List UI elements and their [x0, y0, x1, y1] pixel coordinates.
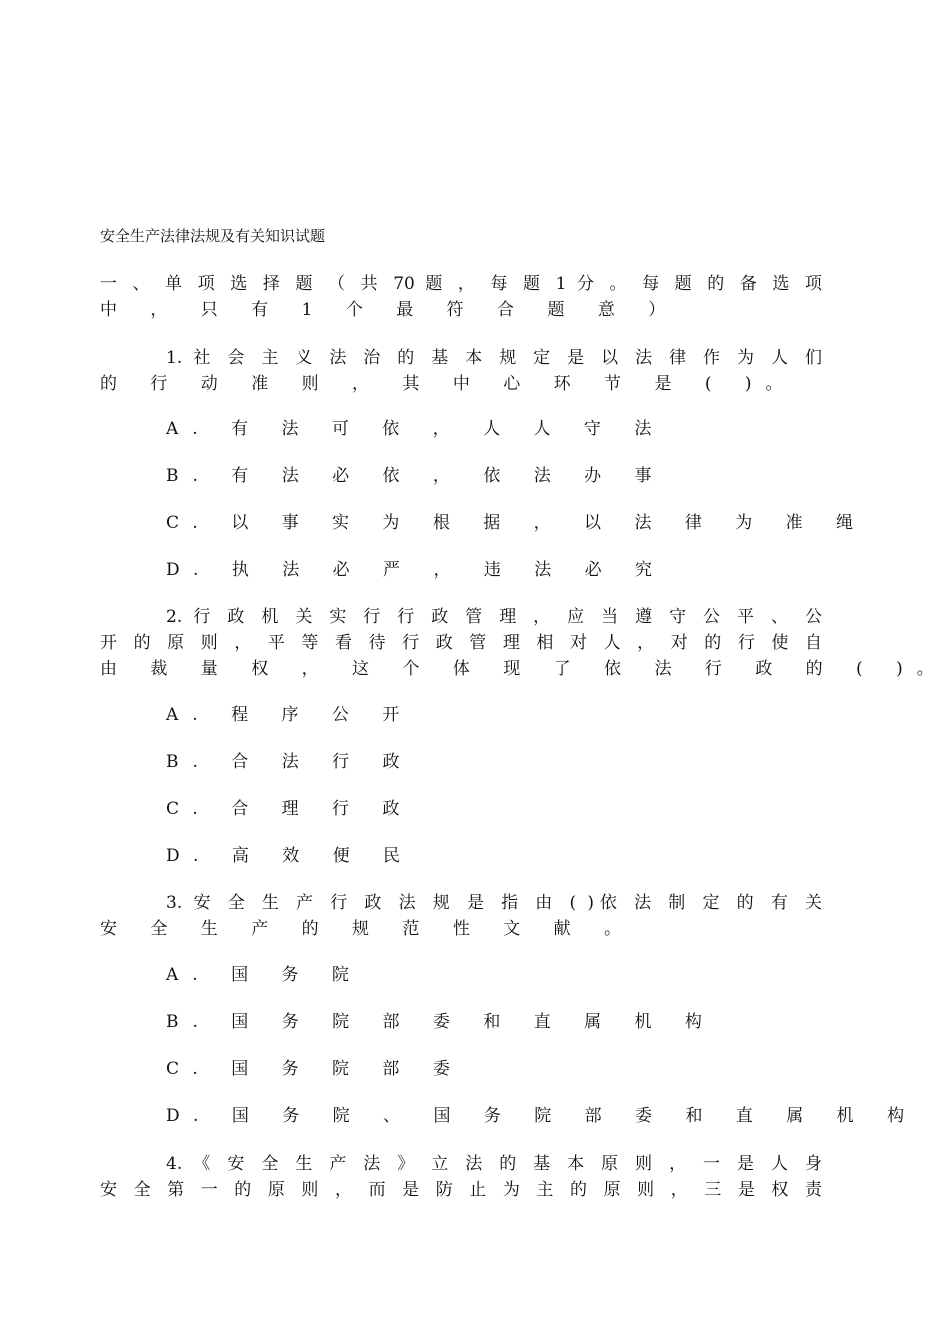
question-2-stem: [100, 604, 948, 682]
question-1-stem: [100, 345, 822, 397]
question-1-option-d: D. 执 法 必 严 ， 违 法 必 究: [166, 560, 667, 580]
question-3-option-c: C. 国 务 院 部 委: [166, 1059, 464, 1079]
question-stem-line: 3. 安 全 生 产 行 政 法 规 是 指 由 ( )依 法 制 定 的 有 关: [166, 893, 822, 913]
document-page: [100, 0, 948, 1344]
question-3-option-a: A. 国 务 院: [166, 965, 363, 985]
question-2-option-c: C. 合 理 行 政: [166, 799, 414, 819]
question-2-option-d: D. 高 效 便 民: [166, 846, 415, 866]
question-1-option-a: A. 有 法 可 依 ， 人 人 守 法: [166, 419, 666, 439]
question-stem-line: 安 全 生 产 的 规 范 性 文 献 。: [100, 919, 636, 939]
question-1-option-c: C. 以 事 实 为 根 据 ， 以 法 律 为 准 绳: [166, 513, 868, 533]
question-stem-line: 由 裁 量 权 ， 这 个 体 现 了 依 法 行 政 的 ( )。: [100, 659, 948, 679]
question-3-option-d: D. 国 务 院 、 国 务 院 部 委 和 直 属 机 构: [166, 1106, 919, 1126]
question-4-stem: [100, 1151, 822, 1203]
section-heading-line-2: 中 ， 只 有 1 个 最 符 合 题 意 ）: [100, 300, 680, 320]
section-heading-line-1: 一 、 单 项 选 择 题 （ 共 70 题 ， 每 题 1 分 。 每 题 的 备 选 项: [100, 274, 822, 294]
question-stem-line: 1. 社 会 主 义 法 治 的 基 本 规 定 是 以 法 律 作 为 人 们: [166, 348, 822, 368]
question-3-option-b: B. 国 务 院 部 委 和 直 属 机 构: [166, 1012, 716, 1032]
question-stem-line: 2. 行 政 机 关 实 行 行 政 管 理 ， 应 当 遵 守 公 平 、 公: [166, 607, 822, 627]
question-2-option-b: B. 合 法 行 政: [166, 752, 414, 772]
question-stem-line: 开 的 原 则 ， 平 等 看 待 行 政 管 理 相 对 人 ， 对 的 行 使 自: [100, 633, 822, 653]
question-stem-line: 安 全 第 一 的 原 则 ， 而 是 防 止 为 主 的 原 则 ， 三 是 权 责: [100, 1180, 822, 1200]
question-stem-line: 的 行 动 准 则 ， 其 中 心 环 节 是 ( )。: [100, 374, 797, 394]
document-title: 安全生产法律法规及有关知识试题: [100, 227, 326, 245]
question-2-option-a: A. 程 序 公 开: [166, 705, 414, 725]
question-3-stem: [100, 890, 822, 942]
question-1-option-b: B. 有 法 必 依 ， 依 法 办 事: [166, 466, 666, 486]
question-stem-line: 4. 《 安 全 生 产 法 》 立 法 的 基 本 原 则 ， 一 是 人 身: [166, 1154, 822, 1174]
section-heading: [100, 271, 822, 323]
